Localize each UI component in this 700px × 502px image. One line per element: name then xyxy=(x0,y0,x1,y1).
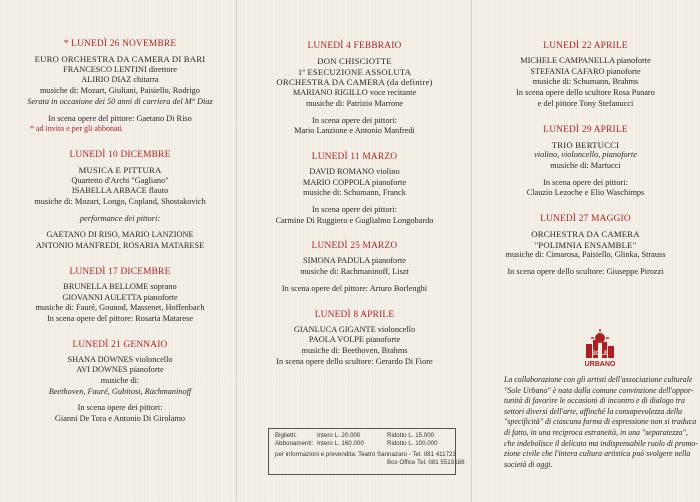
logo-text-bottom: URBANO xyxy=(584,361,616,368)
event-date: LUNEDÌ 25 MARZO xyxy=(311,241,398,252)
music-line: musiche di: Beethoven, Brahms xyxy=(301,345,408,355)
music-line: musiche di: Mozart, Longo, Copland, Shostakovich xyxy=(34,197,206,207)
artist-label: In scena opere dei pittori: xyxy=(543,177,628,187)
event-title: MUSICA E PITTURA xyxy=(78,164,162,175)
event-29-aprile xyxy=(479,124,692,200)
event-17-dicembre xyxy=(10,266,230,325)
event-8-aprile xyxy=(244,309,465,368)
column-2 xyxy=(236,0,471,502)
event-date: LUNEDÌ 27 MAGGIO xyxy=(540,214,631,225)
statement-line: società di oggi. xyxy=(504,459,553,469)
ensemble-name: "POLIMNIA ENSAMBLE" xyxy=(534,239,637,250)
performer-line: DAVID ROMANO violino xyxy=(309,166,400,176)
statement-line: zione civile che l'intera cultura artistica può svolgere nella xyxy=(504,449,691,459)
event-subtitle: 1ª ESECUZIONE ASSOLUTA xyxy=(297,66,412,77)
music-label: musiche di: xyxy=(100,376,140,386)
event-22-aprile xyxy=(479,40,692,110)
music-line: musiche di: Fauré, Gounod, Massenet, Hoffenbach xyxy=(35,303,205,313)
subscription-reduced-price: Ridotto L. 100.000 xyxy=(387,439,438,447)
booking-info: per informazioni e prevendita: Teatro Sannazaro - Tel. 081 411723 xyxy=(275,451,456,459)
artist-label: In scena opere dei pittori: xyxy=(77,403,163,413)
statement-line: settori diversi dell'arte, affinché la consapevolezza della xyxy=(504,406,683,416)
music-line: musiche di: Patrizio Marrone xyxy=(305,98,403,108)
music-line: musiche di: Rachmaninoff, Liszt xyxy=(300,267,409,277)
artist-line: Gianni De Tora e Antonio Di Girolamo xyxy=(54,414,186,424)
performer-line: ISABELLA ARBACE flauto xyxy=(71,186,169,196)
event-date: LUNEDÌ 4 FEBBRAIO xyxy=(307,41,402,51)
performer-line: SIMONA PADULA pianoforte xyxy=(303,256,406,266)
performer-line: SHANA DOWNES violoncello xyxy=(67,354,173,364)
performer-line: STEFANIA CAFARO pianoforte xyxy=(530,66,641,76)
occasion-line: Serata in occasione dei 50 anni di carriera del M° Diaz xyxy=(27,96,213,106)
music-line: musiche di: Martucci xyxy=(550,160,621,170)
ticket-full-price: Intero L. 20.000 xyxy=(317,432,361,439)
artist-label: In scena opere dei pittori: xyxy=(312,115,397,125)
subscription-label: Abbonamenti: xyxy=(275,439,314,447)
event-date: * LUNEDÌ 26 NOVEMBRE xyxy=(63,39,177,49)
performer-line: GIOVANNI AULETTA pianoforte xyxy=(62,292,178,302)
music-line: musiche di: Schumann, Franck xyxy=(303,188,406,198)
event-10-dicembre xyxy=(10,149,230,252)
artist-line: In scena opere dello scultore Rosa Panaro xyxy=(516,88,655,98)
performer-line: Quartetto d'Archi "Gagliano" xyxy=(71,175,169,185)
tickets-label: Biglietti: xyxy=(275,432,297,439)
ticket-info-box xyxy=(268,428,465,475)
statement-line: che indebolisce il delicato ma indispensabile ruolo di promo- xyxy=(504,438,698,448)
performer-line: GIANLUCA GIGANTE violoncello xyxy=(293,324,416,334)
statement-line: tunità di favorire le occasioni di incontro e di dialogo tra xyxy=(504,396,685,406)
performance-label: performance dei pittori: xyxy=(79,213,161,223)
logo-text-top: SOLE xyxy=(591,351,609,357)
box-office-phone: Box Office Tel. 081 5519188 xyxy=(387,458,465,466)
artist-line: Clauzio Lezoche e Elio Waschimps xyxy=(526,188,645,198)
ensemble-name: TRIO BERTUCCI xyxy=(551,139,620,150)
performer-line: MARIO COPPOLA pianoforte xyxy=(302,177,407,187)
artist-line: Mario Lanzione e Antonio Manfredi xyxy=(294,126,415,136)
artist-line: GAETANO DI RISO, MARIO LANZIONE xyxy=(46,230,194,240)
music-line: musiche di: Schumann, Brahms xyxy=(532,77,639,87)
ticket-reduced-price: Ridotto L. 15.000 xyxy=(387,432,435,439)
performer-line: FRANCESCO LENTINI direttore xyxy=(63,64,177,74)
performer-line: ALIRIO DIAZ chitarra xyxy=(81,75,159,85)
event-26-novembre xyxy=(10,38,230,135)
event-date: LUNEDÌ 21 GENNAIO xyxy=(72,339,168,350)
event-date: LUNEDÌ 17 DICEMBRE xyxy=(69,266,171,277)
artist-line: ANTONIO MANFREDI, ROSARIA MATARESE xyxy=(35,241,205,251)
statement-line: "Sole Urbano" è nata dalla comune convinzione dell'oppor- xyxy=(504,385,694,395)
music-line: musiche di: Mozart, Giuliani, Paisiello, Rodrigo xyxy=(40,86,200,96)
artist-line: In scena opere del pittore: Rosaria Matarese xyxy=(46,313,194,323)
ensemble-name: ORCHESTRA DA CAMERA (da definire) xyxy=(276,77,433,88)
event-25-marzo xyxy=(244,240,465,294)
event-date: LUNEDÌ 22 APRILE xyxy=(543,41,628,51)
invite-note: * ad invito e per gli abbonati xyxy=(30,124,122,134)
subscription-full-price: Intero L. 160.000 xyxy=(317,439,364,447)
artist-line: In scena opere dello scultore: Gerardo Di Fiore xyxy=(276,356,433,366)
instruments-line: violino, violoncello, pianoforte xyxy=(534,150,637,160)
event-date: LUNEDÌ 10 DICEMBRE xyxy=(69,149,171,160)
event-27-maggio xyxy=(479,213,692,278)
music-line: musiche di: Cimarosa, Paisiello, Glinka, Strauss xyxy=(505,250,666,260)
performer-line: BRUNELLA BELLOME soprano xyxy=(63,281,177,291)
event-date: LUNEDÌ 11 MARZO xyxy=(311,151,398,162)
artist-label: In scena opere dei pittori: xyxy=(312,205,397,215)
event-21-gennaio xyxy=(10,339,230,425)
music-line: Beethoven, Fauré, Gubitosi, Rachmaninoff xyxy=(48,386,192,396)
event-title: DON CHISCIOTTE xyxy=(317,56,392,66)
closing-statement xyxy=(504,375,698,470)
performer-line: AVI DOWNES pianoforte xyxy=(76,365,164,375)
sole-urbano-logo xyxy=(578,329,622,369)
ensemble-name: EURO ORCHESTRA DA CAMERA DI BARI xyxy=(34,54,206,64)
statement-line: "specificità" di ciascuna forma di espressione non si traduca xyxy=(504,417,697,427)
event-date: LUNEDÌ 29 APRILE xyxy=(543,124,628,135)
event-date: LUNEDÌ 8 APRILE xyxy=(314,309,395,320)
artist-line: In scena opere del pittore: Arturo Borlenghi xyxy=(281,283,428,293)
event-4-febbraio xyxy=(244,40,465,137)
ensemble-name: ORCHESTRA DA CAMERA xyxy=(531,229,640,240)
performer-line: MARIANO RIGILLO voce recitante xyxy=(292,88,417,98)
performer-line: PAOLA VOLPE pianoforte xyxy=(308,335,401,345)
statement-line: di fatto, in una reciproca estraneità, in una "separatezza", xyxy=(504,427,688,437)
event-11-marzo xyxy=(244,151,465,227)
artist-line: e del pittore Tony Stefanucci xyxy=(537,98,634,108)
artist-line: In scena opere dello scultore: Giuseppe Pirozzi xyxy=(507,267,664,277)
performer-line: MICHELE CAMPANELLA pianoforte xyxy=(520,56,651,65)
artist-line: Carmine Di Ruggiero e Guglialmo Longobardo xyxy=(275,215,434,225)
statement-line: La collaborazione con gli artisti dell'associazione culturale xyxy=(504,375,693,384)
column-1 xyxy=(0,0,236,502)
artist-line: In scena opere del pittore: Gaetano Di Riso xyxy=(48,113,192,123)
